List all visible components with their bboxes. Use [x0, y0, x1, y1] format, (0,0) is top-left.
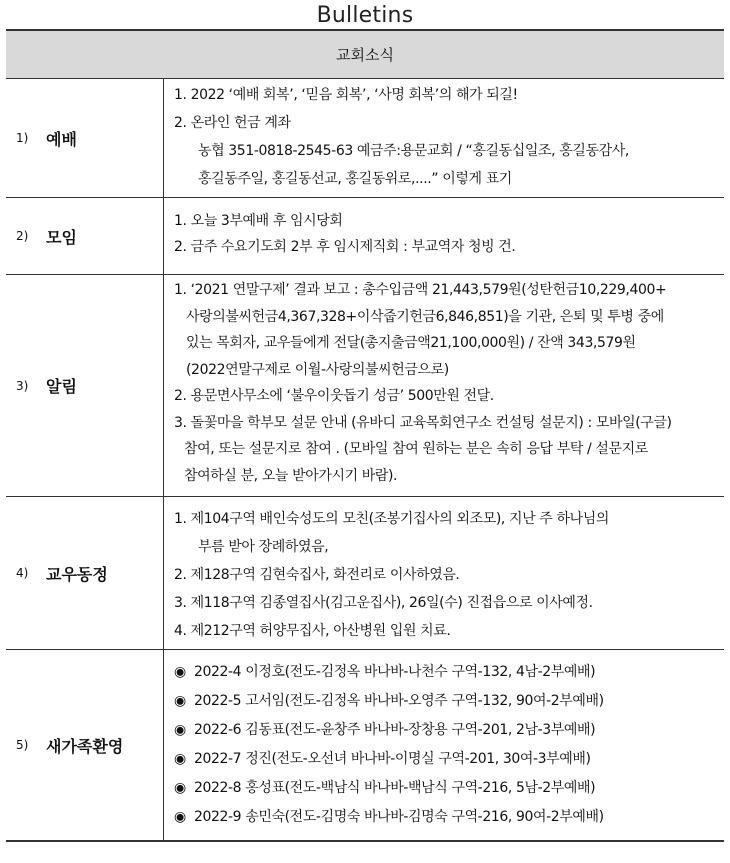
section-label — [6, 497, 164, 649]
content-line: 1. 제104구역 배인숙성도의 모친(조봉기집사의 외조모), 지난 주 하나님의 — [174, 511, 609, 527]
list-item — [174, 774, 718, 803]
content-line: 2. 금주 수요기도회 2부 후 임시제직회 : 부교역자 청빙 건. — [174, 239, 516, 255]
section-name: 교우동정 — [46, 564, 108, 584]
section-number: 1) — [16, 131, 29, 145]
content-line: 1. 오늘 3부예배 후 임시당회 — [174, 213, 343, 229]
content-line: 1. ‘2021 연말구제’ 결과 보고 : 총수입금액 21,443,579원(성탄헌금10,229,400+ — [174, 282, 667, 298]
content-line: 3. 돌꽃마을 학부모 설문 안내 (유바디 교육목회연구소 컨설팅 설문지) : 모바일(구글) — [174, 414, 672, 431]
list-item — [174, 745, 718, 774]
section-label — [6, 275, 164, 496]
section-content — [164, 79, 724, 197]
section-number: 2) — [16, 229, 29, 243]
section-content — [164, 650, 724, 840]
section-content — [164, 497, 724, 649]
section-new-family — [6, 650, 724, 840]
new-member-entry: 2022-8 홍성표(전도-백남식 바나바-백남식 구역-216, 5남-2부예배) — [194, 780, 596, 796]
new-member-entry: 2022-6 김동표(전도-윤창주 바나바-장창용 구역-201, 2남-3부예배) — [194, 722, 596, 738]
section-name: 예배 — [46, 129, 77, 149]
section-worship — [6, 79, 724, 198]
content-line: (2022연말구제로 이월-사랑의불씨헌금으로) — [186, 361, 449, 378]
section-name: 모임 — [46, 227, 77, 247]
content-line: 참여, 또는 설문지로 참여 . (모바일 참여 원하는 분은 속히 응답 부탁 / 설문지로 — [184, 441, 648, 457]
radio-bullet-icon: ◉ — [174, 780, 186, 796]
radio-bullet-icon: ◉ — [174, 809, 186, 825]
content-line: 홍길동주일, 홍길동선교, 홍길동위로,....” 이렇게 표기 — [198, 171, 512, 187]
content-line: 2. 용문면사무소에 ‘불우이웃돕기 성금’ 500만원 전달. — [174, 388, 494, 404]
content-line: 1. 2022 ‘예배 회복’, ‘믿음 회복’, ‘사명 회복’의 해가 되길! — [174, 87, 518, 103]
list-item — [174, 687, 718, 716]
section-name: 새가족환영 — [46, 736, 124, 756]
content-line: 농협 351-0818-2545-63 예금주:용문교회 / “홍길동십일조, 홍길동감사, — [198, 143, 629, 159]
radio-bullet-icon: ◉ — [174, 722, 186, 738]
list-item — [174, 803, 718, 832]
list-item — [174, 716, 718, 745]
content-line: 부름 받아 장례하였음, — [198, 539, 329, 555]
section-number: 3) — [16, 378, 29, 393]
section-member-news — [6, 497, 724, 650]
list-item — [174, 658, 718, 687]
content-line: 있는 목회자, 교우들에게 전달(총지출금액21,100,000원) / 잔액 343,579원 — [186, 335, 636, 351]
content-line: 4. 제212구역 허양무집사, 아산병원 입원 치료. — [174, 623, 451, 639]
section-label — [6, 650, 164, 840]
radio-bullet-icon: ◉ — [174, 664, 186, 680]
table-header: 교회소식 — [6, 31, 724, 79]
content-line: 사랑의불씨헌금4,367,328+이삭줍기헌금6,846,851)을 기관, 은퇴 및 투병 중에 — [186, 308, 664, 325]
content-line: 3. 제118구역 김종열집사(김고운집사), 26일(수) 진접읍으로 이사예정. — [174, 595, 593, 611]
section-content — [164, 275, 724, 496]
new-member-entry: 2022-7 정진(전도-오선녀 바나바-이명실 구역-201, 30여-3부예배) — [194, 751, 591, 767]
section-name: 알림 — [46, 377, 77, 396]
content-line: 참여하실 분, 오늘 받아가시기 바람). — [184, 467, 398, 484]
radio-bullet-icon: ◉ — [174, 693, 186, 709]
new-member-entry: 2022-9 송민숙(전도-김명숙 바나바-김명숙 구역-216, 90여-2부예배) — [194, 809, 604, 825]
section-notice — [6, 275, 724, 497]
section-meeting — [6, 198, 724, 275]
section-number: 5) — [16, 738, 29, 752]
radio-bullet-icon: ◉ — [174, 751, 186, 767]
new-member-entry: 2022-4 이정호(전도-김정옥 바나바-나천수 구역-132, 4남-2부예배) — [194, 664, 596, 680]
bulletin-table — [6, 29, 724, 842]
new-member-entry: 2022-5 고서임(전도-김정옥 바나바-오영주 구역-132, 90여-2부예배) — [194, 693, 604, 709]
section-label — [6, 198, 164, 274]
content-line: 2. 제128구역 김현숙집사, 화전리로 이사하였음. — [174, 567, 460, 583]
section-content — [164, 198, 724, 274]
section-label — [6, 79, 164, 197]
section-number: 4) — [16, 566, 29, 580]
content-line: 2. 온라인 헌금 계좌 — [174, 115, 291, 131]
page-title: Bulletins — [316, 3, 414, 28]
